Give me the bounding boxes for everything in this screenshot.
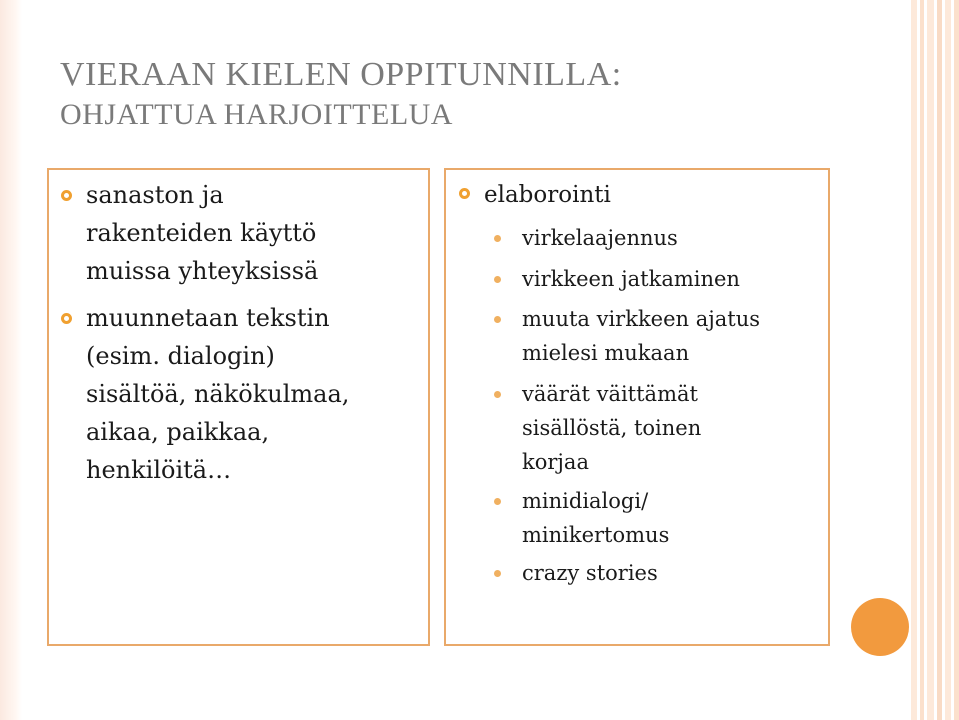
orange-circle-decoration [851,598,909,656]
right-heading: elaborointi [484,182,611,208]
left-item-1 [86,176,318,290]
right-stripe-decoration [911,0,959,720]
bullet-ring-icon [61,313,72,324]
bullet-dot-icon [494,498,501,505]
left-item-2 [86,299,349,489]
left-item-2-line: henkilöitä… [86,456,232,484]
right-item-5-line: minikertomus [522,523,670,547]
right-item-1 [522,221,678,255]
title-line-2: OHJATTUA HARJOITTELUA [60,98,453,131]
right-item-4 [522,377,701,479]
left-item-2-line: aikaa, paikkaa, [86,418,270,446]
left-item-2-line: muunnetaan tekstin [86,304,330,332]
left-item-2-line: sisältöä, näkökulmaa, [86,380,350,408]
right-item-4-line: sisällöstä, toinen [522,416,702,440]
right-item-2-line: virkkeen jatkaminen [522,267,740,291]
bullet-ring-icon [61,190,72,201]
left-item-1-line: sanaston ja [86,181,224,209]
right-item-3-line: muuta virkkeen ajatus [522,307,761,331]
left-item-2-line: (esim. dialogin) [86,342,275,370]
bullet-dot-icon [494,316,501,323]
right-item-5-line: minidialogi/ [522,489,649,513]
bullet-dot-icon [494,235,501,242]
left-item-1-line: rakenteiden käyttö [86,219,317,247]
bullet-ring-icon [459,188,470,199]
right-item-6 [522,556,658,590]
left-edge-decoration [0,0,22,720]
right-item-4-line: korjaa [522,450,589,474]
bullet-dot-icon [494,391,501,398]
bullet-dot-icon [494,570,501,577]
right-item-1-line: virkelaajennus [522,226,678,250]
right-item-3-line: mielesi mukaan [522,341,690,365]
right-item-5 [522,484,669,552]
right-item-4-line: väärät väittämät [522,382,698,406]
left-item-1-line: muissa yhteyksissä [86,257,319,285]
right-item-6-line: crazy stories [522,561,658,585]
right-item-3 [522,302,760,370]
slide-title [60,52,622,138]
bullet-dot-icon [494,276,501,283]
right-item-2 [522,262,740,296]
title-line-1: VIERAAN KIELEN OPPITUNNILLA: [60,56,622,93]
